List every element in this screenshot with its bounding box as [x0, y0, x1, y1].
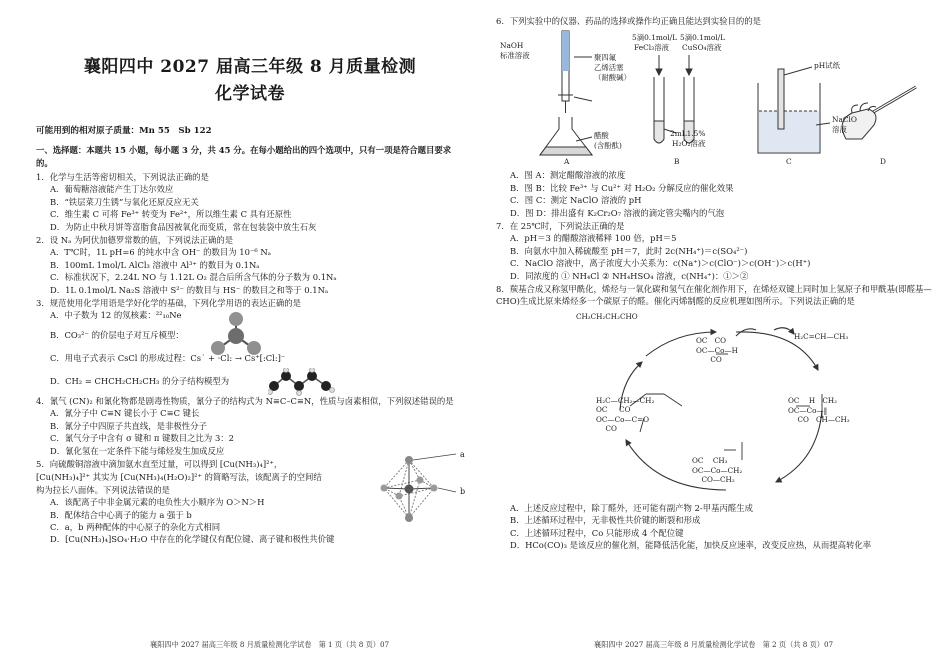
atomic-masses: 可能用到的相对原子质量：Mn 55 Sb 122 [36, 126, 212, 136]
figure-label-c: C [786, 157, 792, 167]
label-fecl3-2: FeCl₃溶液 [634, 43, 669, 53]
question-stem-2: [Cu(NH₃)₄]²⁺ 其实为 [Cu(NH₃)₄(H₂O)₂]²⁺ 的简略写法，该配离子的空间结构为拉长八面体。下列说法错误的是 [36, 472, 322, 495]
q6-option-a: A．图 A：测定醋酸溶液的浓度 [510, 170, 626, 181]
label-h2o2-2: H₂O₂溶液 [672, 139, 706, 149]
question-3 [36, 297, 464, 394]
q6-option-b: B．图 B：比较 Fe³⁺ 与 Cu²⁺ 对 H₂O₂ 分解反应的催化效果 [510, 182, 734, 193]
option-b: B．配体结合中心离子的能力 a 强于 b [50, 509, 192, 520]
ball-stick-model-image [268, 368, 338, 396]
figure-label-d: D [880, 157, 886, 167]
q7-option-b: B．向氨水中加入稀硫酸至 pH＝7，此时 2c(NH₄⁺)＝c(SO₄²⁻) [510, 245, 748, 256]
option-a: A．葡萄糖溶液能产生丁达尔效应 [50, 184, 174, 195]
label-ptfe-3: （耐酸碱） [594, 73, 631, 83]
label-ph-paper: pH试纸 [814, 61, 840, 71]
label-h2o2-1: 2mL1.5% [670, 129, 706, 139]
label-vinegar-2: (含酚酞) [594, 141, 622, 151]
label-naclo-1: NaClO [832, 115, 857, 125]
option-d [36, 368, 464, 394]
question-stem: 3．规范使用化学用语是学好化学的基础，下列化学用语的表达正确的是 [36, 298, 301, 309]
option-a: A．该配离子中非金属元素的电负性大小顺序为 O＞N＞H [50, 497, 265, 508]
ligand-label-a: a [460, 449, 465, 459]
question-7-stem: 7．在 25℃时，下列说法正确的是 [496, 221, 625, 232]
question-1 [36, 171, 464, 233]
option-d: D．[Cu(NH₃)₄]SO₄·H₂O 中存在的化学键仅有配位键、离子键和极性共价键 [50, 534, 335, 545]
q7-option-a: A．pH＝3 的醋酸溶液稀释 100 倍，pH＝5 [510, 233, 677, 244]
exam-page-2 [476, 0, 950, 658]
question-4 [36, 395, 464, 457]
option-d: D．氰化氢在一定条件下能与烯烃发生加成反应 [50, 445, 225, 456]
option-a: A．中子数为 12 的氖核素：²²₁₀Ne [50, 310, 182, 321]
q7-option-c: C．NaClO 溶液中，离子浓度大小关系为：c(Na⁺)＞c(ClO⁻)＞c(OH⁻)＞c(H⁺) [510, 258, 811, 269]
page-footer: 襄阳四中 2027 届高三年级 8 月质量检测化学试卷 第 1 页（共 8 页）07 [150, 640, 390, 649]
q8-option-d: D．HCo(CO)₃ 是该反应的催化剂，能降低活化能，加快反应速率，改变反应热，从而提高转化率 [510, 540, 872, 551]
complex-left: H₂C—CH₂—CH₂ OC CO OC—Co—C=O CO [596, 395, 655, 433]
option-b [36, 322, 464, 348]
label-cuso4-1: 5滴0.1mol/L [680, 33, 726, 43]
q8-option-a: A．上述反应过程中，除丁醛外，还可能有副产物 2-甲基丙醛生成 [510, 502, 753, 513]
exam-subtitle: 化学试卷 [215, 84, 285, 104]
option-a: A．T℃时，1L pH=6 的纯水中含 OH⁻ 的数目为 10⁻⁶ Nₐ [50, 247, 271, 258]
apparatus-figure [496, 29, 936, 167]
q8-option-b: B．上述循环过程中，无非极性共价键的断裂和形成 [510, 515, 701, 526]
option-a: A．氰分子中 C≡N 键长小于 C≡C 键长 [50, 408, 200, 419]
question-stem: 4．氰气 (CN)₂ 和氰化物都是剧毒性物质，氰分子的结构式为 N≡C–C≡N，性质与卤素相似，下列叙述错误的是 [36, 395, 454, 406]
option-b: B．100mL 1mol/L AlCl₃ 溶液中 Al³⁺ 的数目为 0.1Nₐ [50, 259, 260, 270]
label-ptfe-2: 乙烯活塞 [594, 63, 624, 73]
label-naclo-2: 溶液 [832, 125, 847, 135]
section-1-instructions: 一、选择题：本题共 15 小题，每小题 3 分，共 45 分。在每小题给出的四个选项中，只有一项是符合题目要求的。 [36, 145, 452, 168]
question-stem: 2．设 Nₐ 为阿伏加德罗常数的值，下列说法正确的是 [36, 235, 234, 246]
catalytic-cycle-figure [496, 310, 936, 502]
question-stem-1: 5．向硫酸铜溶液中滴加氨水直至过量，可以得到 [Cu(NH₃)₄]²⁺， [36, 458, 283, 469]
question-6-stem: 6．下列实验中的仪器、药品的选择或操作均正确且能达到实验目的的是 [496, 16, 761, 26]
option-c: C．标准状况下，2.24L NO 与 1.12L O₂ 混合后所含气体的分子数为 0.1Nₐ [50, 272, 337, 283]
label-naoh: NaOH [500, 41, 524, 51]
option-b-text: B．CO₃²⁻ 的价层电子对互斥模型： [50, 329, 184, 340]
q6-option-d: D．图 D：排出盛有 K₂Cr₂O₇ 溶液的滴定管尖嘴内的气泡 [510, 207, 725, 218]
option-b: B．氰分子中四原子共直线，是非极性分子 [50, 420, 207, 431]
option-b: B．“铁层菜刀生锈”与氧化还原反应无关 [50, 196, 199, 207]
question-stem: 1．化学与生活等密切相关，下列说法正确的是 [36, 172, 209, 182]
option-c: C．氰气分子中含有 σ 键和 π 键数目之比为 3：2 [50, 433, 234, 444]
q7-option-d: D．同浓度的 ① NH₄Cl ② NH₄HSO₄ 溶液，c(NH₄⁺)：①＞② [510, 270, 749, 281]
octahedral-complex-image [354, 449, 465, 524]
label-vinegar-1: 醋酸 [594, 131, 609, 141]
page-footer: 襄阳四中 2027 届高三年级 8 月质量检测化学试卷 第 2 页（共 8 页）07 [594, 640, 834, 649]
figure-label-a: A [564, 157, 570, 167]
option-c: C．a，b 两种配体的中心原子的杂化方式相同 [50, 521, 221, 532]
option-d-text: D．CH₂ = CHCH₂CH₂CH₃ 的分子结构模型为 [50, 375, 230, 386]
option-d: D．1L 0.1mol/L Na₂S 溶液中 S²⁻ 的数目与 HS⁻ 的数目之和等于 0.1Nₐ [50, 284, 329, 295]
option-c: C．用电子式表示 CsCl 的形成过程：Cs˙ + ·Cl: → Cs⁺[:Cl:]⁻ [50, 352, 286, 363]
complex-bottom: OC CH₃ OC—Co—CH₂ CO—CH₂ [692, 455, 743, 484]
question-2 [36, 234, 464, 296]
q6-option-c: C．图 C：测定 NaClO 溶液的 pH [510, 195, 642, 206]
exam-title: 襄阳四中 2027 届高三年级 8 月质量检测 [83, 57, 417, 77]
label-cuso4-2: CuSO₄溶液 [682, 43, 722, 53]
option-d: D．为防止中秋月饼等富脂食品因被氧化而变质，常在包装袋中放生石灰 [50, 221, 317, 232]
label-fecl3-1: 5滴0.1mol/L [632, 33, 678, 43]
complex-top: OC CO OC—Co—H CO [696, 335, 738, 364]
figure-label-b: B [674, 157, 680, 167]
complex-right: OC H CH₂ OC—Co—‖ CO CH—CH₃ [788, 395, 850, 424]
question-8-stem: 8．羰基合成又称氢甲酰化，烯烃与一氧化碳和氢气在催化剂作用下，在烯烃双键上同时加上氢原子和甲酰基(即醛基—CHO)生成比原来烯烃多一个碳原子的醛。催化丙烯制醛的反应机理如图所示。下列说法正确的是 [496, 284, 932, 307]
label-naoh-standard: 标准溶液 [500, 51, 530, 61]
reactant-propene: H₂C=CH—CH₃ [794, 331, 849, 341]
q8-option-c: C．上述循环过程中，Co 只能形成 4 个配位键 [510, 527, 684, 538]
label-ptfe-1: 聚四氟 [594, 53, 617, 63]
product-butanal: CH₃CH₂CH₂CHO [576, 311, 638, 321]
option-c: C．维生素 C 可将 Fe³⁺ 转变为 Fe²⁺，所以维生素 C 具有还原性 [50, 209, 292, 220]
ligand-label-b: b [460, 486, 466, 496]
